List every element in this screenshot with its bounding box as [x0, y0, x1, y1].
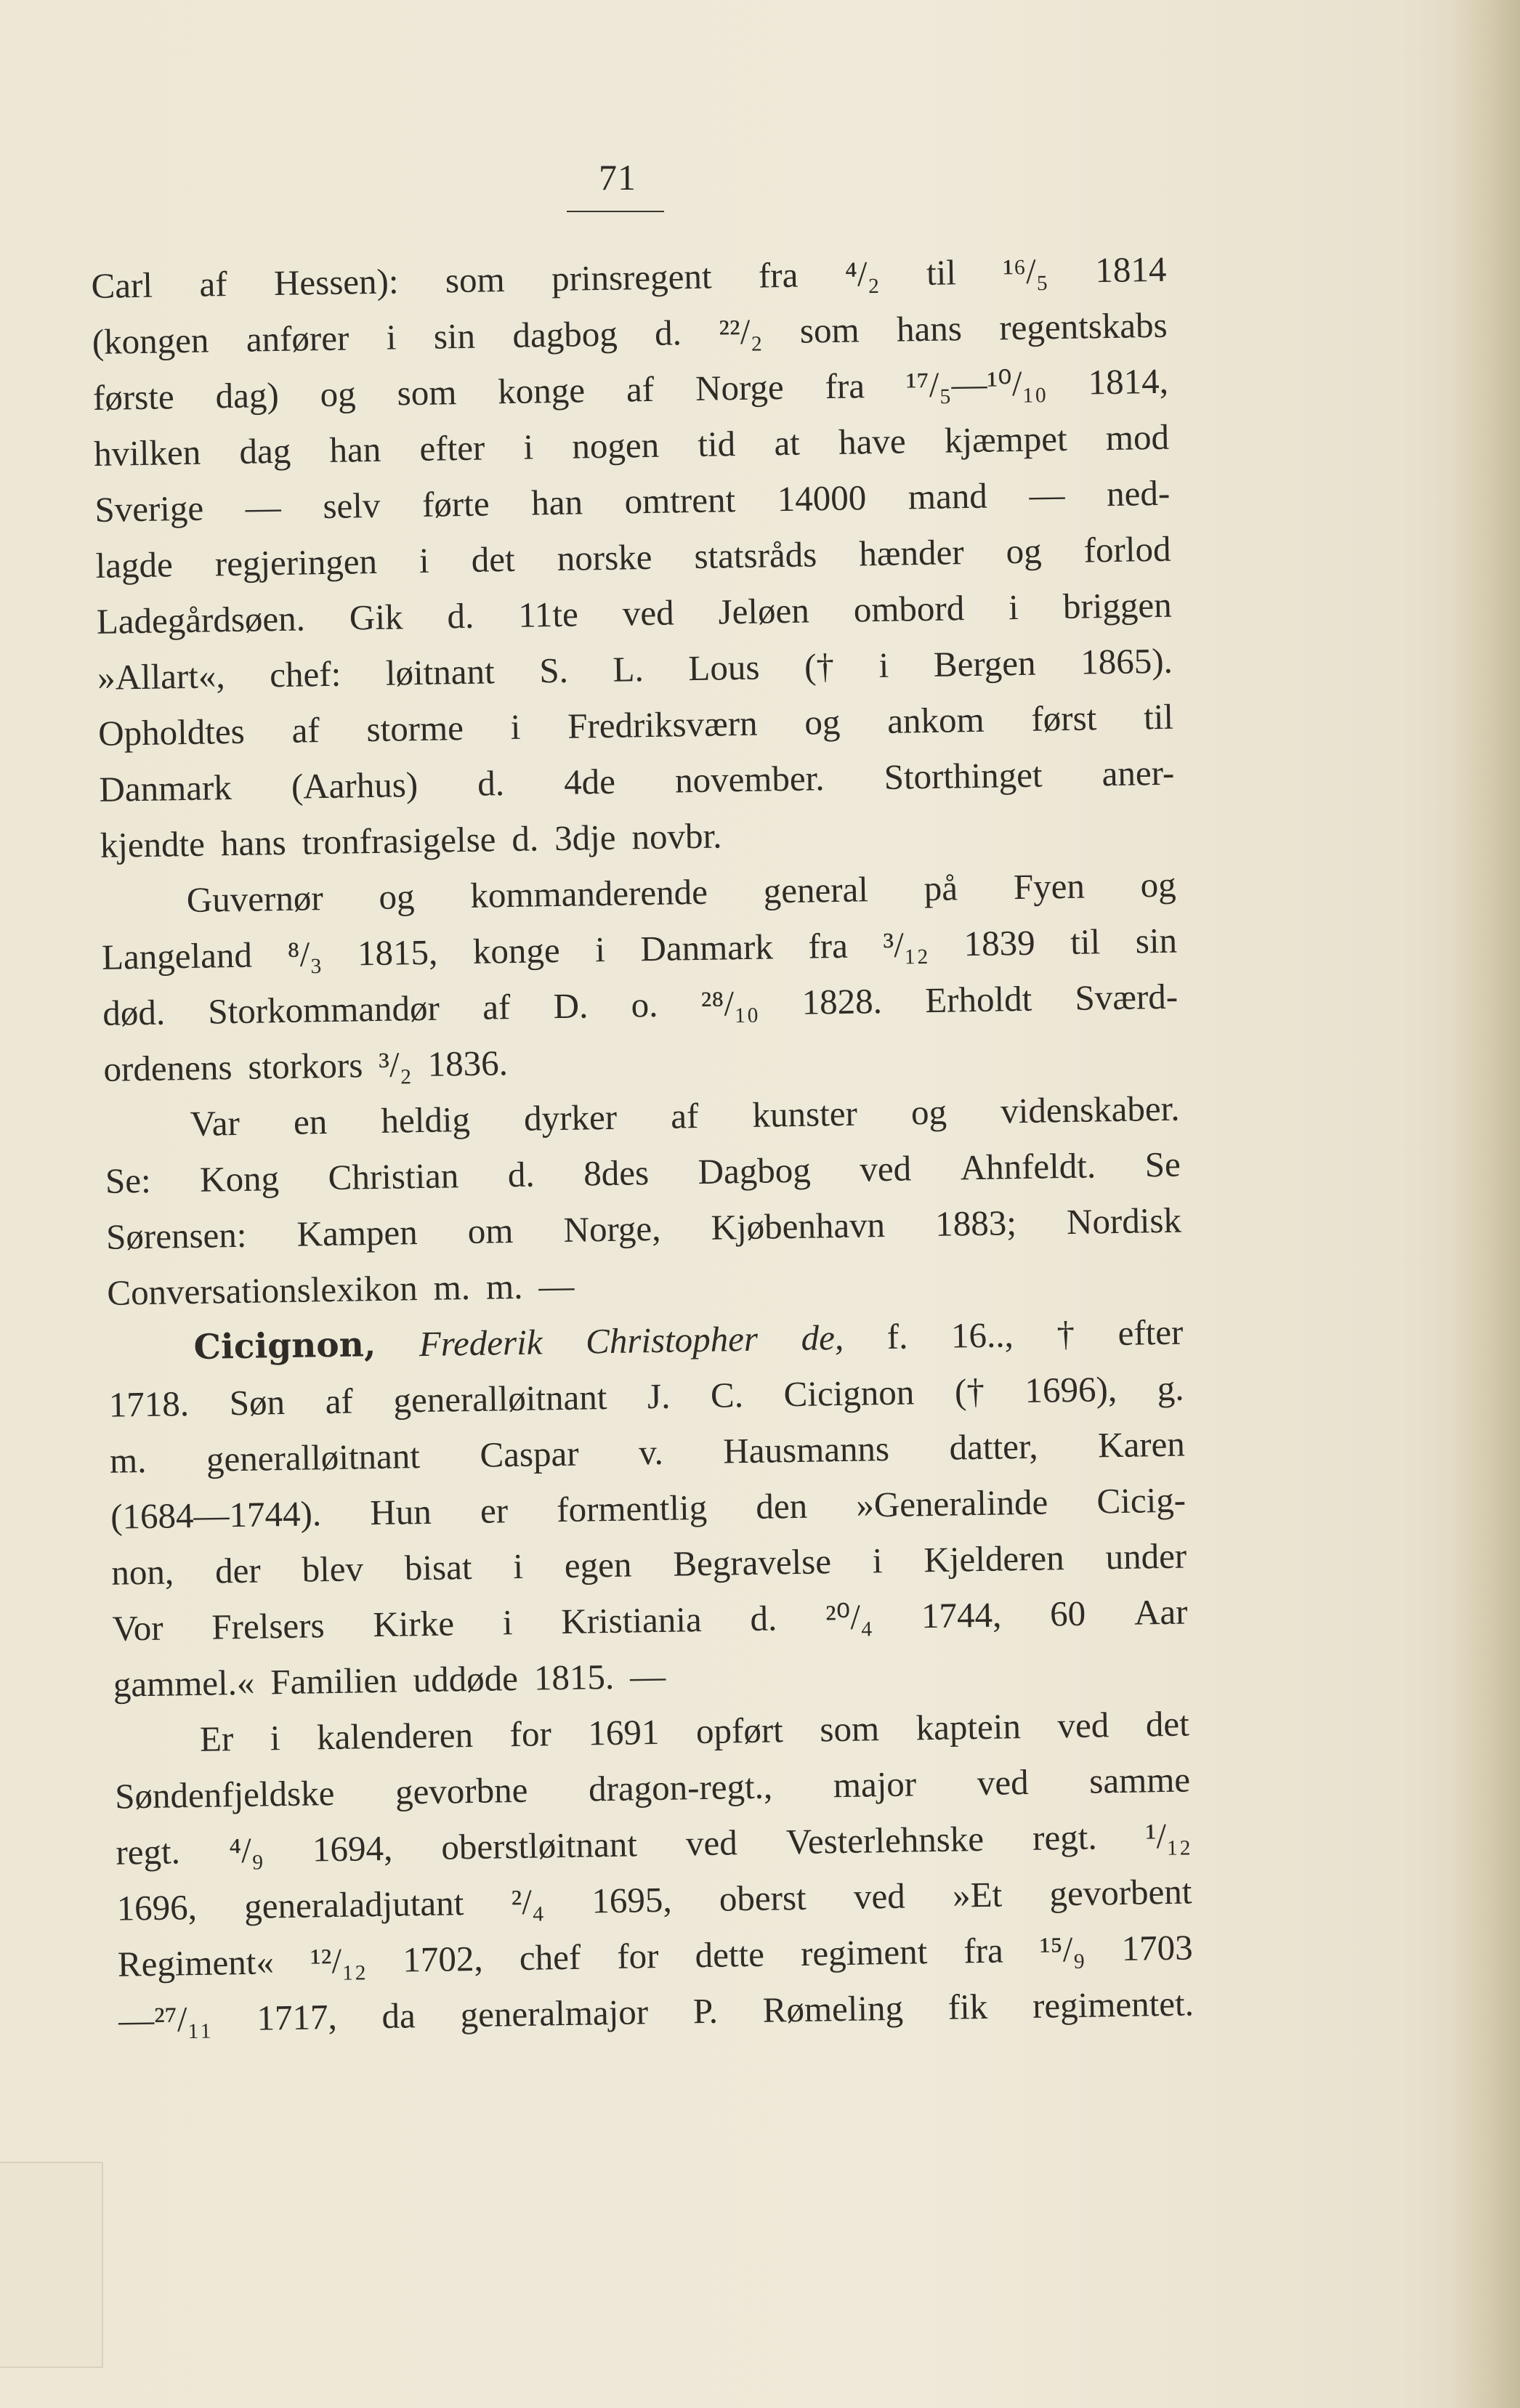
- word: i: [594, 929, 606, 970]
- word: for: [616, 1936, 659, 1976]
- word: generalløitnant: [393, 1377, 607, 1421]
- word: 1694,: [312, 1827, 393, 1870]
- word: første: [92, 376, 175, 418]
- word: førte: [421, 483, 490, 525]
- word: ved: [622, 592, 674, 634]
- word: Erholdt: [924, 978, 1032, 1021]
- word: i: [872, 1540, 883, 1581]
- word: datter,: [949, 1426, 1038, 1468]
- word: under: [1105, 1535, 1187, 1577]
- word: (†: [804, 646, 835, 687]
- word: fra: [825, 365, 865, 407]
- word: Søndenfjeldske: [114, 1772, 335, 1817]
- word: Fredriksværn: [567, 703, 758, 746]
- word: Begravelse: [672, 1541, 832, 1584]
- word: sin: [1135, 920, 1178, 961]
- word: Conversationslexikon: [106, 1268, 419, 1313]
- word: prinsregent: [551, 256, 712, 299]
- word: Kong: [199, 1158, 280, 1200]
- word: 60: [1049, 1593, 1086, 1634]
- word: først: [1031, 698, 1097, 739]
- word: aner-: [1101, 752, 1175, 794]
- word: kjæmpet: [944, 418, 1068, 461]
- word: Guvernør: [186, 878, 324, 921]
- word: Regiment«: [117, 1942, 275, 1984]
- word: ordenens: [103, 1047, 233, 1089]
- word: kalenderen: [316, 1714, 474, 1758]
- word: opført: [695, 1710, 784, 1752]
- word: Lous: [687, 647, 760, 689]
- word: i: [523, 427, 534, 467]
- word: generaladjutant: [243, 1883, 464, 1926]
- word: Se:: [105, 1160, 152, 1201]
- word: oberstløitnant: [440, 1824, 638, 1867]
- word: —: [245, 486, 282, 528]
- word: non,: [110, 1551, 174, 1593]
- word: 1815.: [533, 1656, 615, 1698]
- word: ⁸/₃: [287, 934, 323, 974]
- word: ombord: [853, 588, 965, 630]
- word: om: [467, 1211, 514, 1252]
- word: 3dje: [554, 817, 616, 859]
- word: Kampen: [296, 1212, 418, 1254]
- word: gammel.«: [113, 1662, 255, 1705]
- word: generalmajor: [460, 1992, 649, 2035]
- word: major: [833, 1763, 917, 1806]
- word: 1814,: [1088, 360, 1169, 403]
- word: Karen: [1097, 1423, 1186, 1466]
- word: dragon-regt.,: [588, 1766, 773, 1809]
- word: til: [1143, 696, 1174, 738]
- word: i: [386, 317, 397, 357]
- word: hvilken: [93, 432, 201, 474]
- word: Var: [190, 1102, 240, 1144]
- word: da: [381, 1995, 416, 2037]
- word: 1696),: [1024, 1369, 1117, 1410]
- word: forlod: [1083, 528, 1171, 570]
- word: som: [799, 310, 860, 351]
- word: Christopher: [585, 1318, 759, 1362]
- word: i: [1008, 587, 1019, 628]
- word: storkors: [247, 1045, 363, 1087]
- word: Langeland: [101, 934, 253, 977]
- page-number: 71: [599, 157, 636, 198]
- word: Kjelderen: [923, 1538, 1065, 1580]
- word: m.: [433, 1266, 471, 1308]
- word: Hausmanns: [722, 1428, 890, 1471]
- word: d.: [654, 312, 682, 353]
- word: ankom: [886, 699, 985, 741]
- word: C.: [710, 1375, 744, 1415]
- word: fik: [947, 1986, 988, 2027]
- word: Kjøbenhavn: [711, 1204, 886, 1248]
- word: 11te: [517, 594, 579, 635]
- word: Storthinget: [884, 754, 1043, 797]
- word: ²²/₂: [718, 311, 763, 352]
- word: Se: [1144, 1144, 1181, 1185]
- word: gevorbne: [395, 1769, 528, 1812]
- word: Cicignon: [783, 1372, 915, 1415]
- word: af: [325, 1381, 354, 1422]
- word: Sverige: [94, 488, 204, 530]
- word: d.: [507, 1154, 535, 1195]
- word: regt.: [116, 1831, 181, 1872]
- word: dyrker: [523, 1096, 618, 1139]
- word: løitnant: [385, 651, 496, 693]
- word: Frelsers: [211, 1605, 325, 1647]
- word: mod: [1105, 416, 1170, 458]
- word: selv: [323, 485, 381, 527]
- word: ¹/₁₂: [1145, 1815, 1192, 1856]
- word: af: [291, 710, 320, 751]
- word: det: [471, 538, 516, 580]
- word: og: [379, 876, 415, 917]
- word: generalløitnant: [206, 1436, 421, 1479]
- word: Storkommandør: [207, 987, 440, 1032]
- word: ned-: [1106, 472, 1171, 514]
- word: på: [923, 868, 958, 909]
- word: efter: [1117, 1312, 1184, 1353]
- word: de,: [801, 1317, 844, 1358]
- word: Cicig-: [1096, 1479, 1187, 1522]
- word: af: [626, 368, 655, 410]
- word: af: [199, 264, 227, 304]
- word: Ladegårdsøen.: [96, 598, 306, 642]
- word: Familien: [270, 1660, 398, 1702]
- word: ¹²/₁₂: [310, 1940, 367, 1981]
- word: Frederik: [419, 1322, 543, 1365]
- word: er: [480, 1490, 509, 1531]
- word: Opholdtes: [97, 711, 246, 753]
- word: kunster: [752, 1093, 858, 1135]
- word: Kirke: [372, 1603, 455, 1645]
- page-tab-stub: [0, 2162, 103, 2368]
- word: oberst: [719, 1877, 807, 1919]
- word: fra: [808, 925, 849, 966]
- word: fra: [963, 1930, 1004, 1971]
- word: g.: [1157, 1367, 1184, 1409]
- word: hans: [896, 308, 963, 350]
- word: han: [530, 482, 583, 523]
- word: fra: [758, 254, 799, 296]
- word: 1718.: [108, 1383, 190, 1425]
- word: Fyen: [1013, 865, 1086, 908]
- word: 14000: [777, 477, 867, 520]
- word: uddøde: [413, 1658, 519, 1700]
- word: og: [1140, 864, 1177, 905]
- word: 1717,: [256, 1996, 338, 2038]
- word: egen: [564, 1544, 632, 1585]
- word: i: [270, 1718, 280, 1758]
- word: 1883;: [934, 1203, 1017, 1244]
- word: og: [320, 373, 357, 415]
- word: »Allart«,: [97, 655, 226, 698]
- word: i: [510, 706, 521, 748]
- word: S.: [538, 650, 569, 691]
- word: november.: [674, 758, 825, 801]
- word: Vor: [112, 1607, 163, 1649]
- word: i: [419, 540, 430, 581]
- word: d.: [447, 595, 474, 637]
- word: norske: [557, 536, 652, 578]
- word: Dagbog: [698, 1150, 812, 1192]
- word: ³/₂: [378, 1044, 413, 1085]
- word: (†: [954, 1370, 985, 1412]
- word: 1836.: [427, 1043, 509, 1084]
- word: ¹⁵/₉: [1039, 1928, 1086, 1970]
- word: †: [1056, 1313, 1075, 1354]
- word: (Aarhus): [291, 764, 419, 807]
- word: m.: [109, 1440, 147, 1481]
- word: o.: [631, 984, 658, 1025]
- word: Norge,: [563, 1208, 661, 1250]
- word: heldig: [381, 1099, 471, 1141]
- word: blev: [302, 1548, 364, 1590]
- word: regt.: [1032, 1817, 1098, 1858]
- word: af: [670, 1096, 699, 1136]
- word: Aar: [1133, 1591, 1188, 1633]
- word: ²/₄: [511, 1881, 545, 1923]
- word: statsråds: [694, 534, 817, 577]
- word: konge: [472, 929, 561, 971]
- word: konge: [497, 370, 586, 412]
- word: ⁴/₉: [228, 1830, 264, 1871]
- word: regjeringen: [214, 541, 378, 584]
- word: J.: [647, 1375, 671, 1417]
- word: P.: [692, 1990, 719, 2032]
- word: ved: [977, 1761, 1029, 1803]
- word: regiment: [800, 1931, 928, 1973]
- word: Kristiania: [560, 1599, 702, 1642]
- word: lagde: [95, 544, 174, 586]
- word: »Generalinde: [855, 1482, 1048, 1525]
- word: 1696,: [116, 1886, 198, 1928]
- word: 16..,: [950, 1314, 1014, 1356]
- word: bisat: [404, 1546, 472, 1588]
- word: Danmark: [640, 926, 774, 969]
- word: omtrent: [624, 480, 736, 522]
- word: dagbog: [512, 313, 618, 355]
- word: i: [512, 1546, 524, 1587]
- word: d.: [511, 818, 539, 859]
- word: der: [214, 1550, 262, 1591]
- word: v.: [638, 1431, 664, 1473]
- word: d.: [750, 1598, 777, 1639]
- word: mand: [907, 475, 988, 517]
- word: Søn: [229, 1382, 286, 1423]
- word: —: [1029, 474, 1065, 515]
- word: novbr.: [631, 815, 722, 857]
- word: 8des: [583, 1152, 650, 1194]
- word: Sværd-: [1075, 976, 1179, 1018]
- word: Er: [199, 1718, 234, 1759]
- word: i: [878, 645, 889, 686]
- word: 1814: [1094, 249, 1167, 291]
- word: —: [538, 1265, 575, 1306]
- word: Ahnfeldt.: [960, 1145, 1096, 1188]
- word: af: [482, 987, 511, 1027]
- word: Cicignon,: [193, 1325, 376, 1367]
- word: Carl: [91, 264, 153, 306]
- word: 1865).: [1080, 640, 1173, 682]
- word: ved: [685, 1822, 738, 1864]
- word: Hessen):: [273, 261, 399, 304]
- word: Danmark: [99, 767, 233, 809]
- word: Christian: [328, 1155, 459, 1198]
- word: 4de: [563, 761, 616, 802]
- word: kommanderende: [469, 871, 708, 916]
- word: til: [1070, 921, 1101, 962]
- word: for: [509, 1713, 552, 1755]
- word: m.: [485, 1266, 523, 1307]
- word: gevorbent: [1049, 1871, 1192, 1914]
- word: tid: [697, 424, 736, 464]
- word: formentlig: [556, 1487, 708, 1530]
- word: og: [1006, 530, 1043, 572]
- word: kjendte: [100, 823, 206, 865]
- word: sin: [433, 315, 476, 357]
- word: (1684—1744).: [110, 1493, 322, 1537]
- word: D.: [553, 985, 589, 1027]
- word: chef:: [269, 653, 341, 695]
- word: —²⁷/₁₁: [118, 1998, 213, 2040]
- word: Jeløen: [718, 590, 810, 632]
- word: f.: [886, 1316, 908, 1357]
- word: 1695,: [591, 1879, 673, 1921]
- word: regentskabs: [998, 304, 1168, 348]
- word: tronfrasigelse: [302, 819, 496, 862]
- word: Bergen: [933, 642, 1036, 684]
- word: ved: [1057, 1705, 1109, 1746]
- word: ²⁸/₁₀: [700, 982, 759, 1024]
- word: Vesterlehnske: [785, 1818, 985, 1862]
- word: og: [910, 1091, 947, 1133]
- word: dag): [215, 374, 280, 416]
- word: —: [629, 1655, 666, 1697]
- word: hænder: [858, 532, 964, 574]
- page-edge-shadow: [1451, 0, 1520, 2408]
- word: »Et: [952, 1874, 1003, 1915]
- word: Rømeling: [762, 1987, 904, 2030]
- word: anfører: [246, 318, 349, 360]
- word: en: [293, 1102, 328, 1142]
- word: ⁴/₂: [844, 253, 881, 294]
- word: regimentet.: [1032, 1983, 1194, 2026]
- word: ved: [853, 1875, 906, 1917]
- word: 1703: [1121, 1927, 1194, 1969]
- word: som: [445, 259, 506, 301]
- word: dette: [695, 1934, 765, 1976]
- word: 1744,: [921, 1594, 1002, 1636]
- word: til: [926, 252, 957, 293]
- word: Nordisk: [1066, 1200, 1182, 1243]
- word: samme: [1088, 1759, 1191, 1801]
- word: Norge: [695, 367, 785, 408]
- word: i: [502, 1602, 513, 1643]
- word: Sørensen:: [105, 1214, 247, 1257]
- word: L.: [613, 649, 644, 690]
- word: 1815,: [357, 932, 438, 974]
- word: storme: [366, 708, 464, 750]
- word: Hun: [369, 1491, 432, 1533]
- word: 1691: [587, 1711, 660, 1753]
- word: han: [329, 429, 381, 470]
- word: ²⁰/₄: [825, 1596, 873, 1638]
- word: have: [838, 421, 906, 462]
- word: ¹⁶/₅: [1002, 251, 1049, 292]
- word: som: [397, 372, 457, 413]
- word: 1702,: [402, 1938, 484, 1980]
- word: nogen: [571, 424, 660, 466]
- word: (kongen: [92, 320, 209, 362]
- word: efter: [419, 427, 485, 469]
- word: det: [1145, 1703, 1190, 1745]
- word: chef: [519, 1936, 581, 1979]
- word: general: [763, 869, 869, 911]
- word: Gik: [349, 597, 403, 638]
- word: hans: [220, 822, 287, 864]
- word: 1828.: [801, 981, 883, 1022]
- word: d.: [477, 763, 505, 804]
- page-number-rule: [567, 211, 664, 212]
- word: videnskaber.: [1000, 1088, 1180, 1131]
- word: den: [755, 1485, 808, 1527]
- word: og: [804, 701, 841, 743]
- word: ved: [859, 1148, 912, 1189]
- word: som: [819, 1708, 880, 1750]
- word: ³/₁₂: [883, 924, 929, 965]
- body-text: [91, 241, 1194, 2048]
- word: 1839: [963, 922, 1036, 964]
- word: død.: [102, 992, 166, 1033]
- word: dag: [239, 430, 291, 472]
- word: Caspar: [480, 1433, 579, 1475]
- word: briggen: [1062, 584, 1173, 627]
- word: kaptein: [915, 1706, 1022, 1748]
- word: at: [773, 422, 801, 464]
- word: ¹⁷/₅—¹⁰/₁₀: [905, 363, 1048, 405]
